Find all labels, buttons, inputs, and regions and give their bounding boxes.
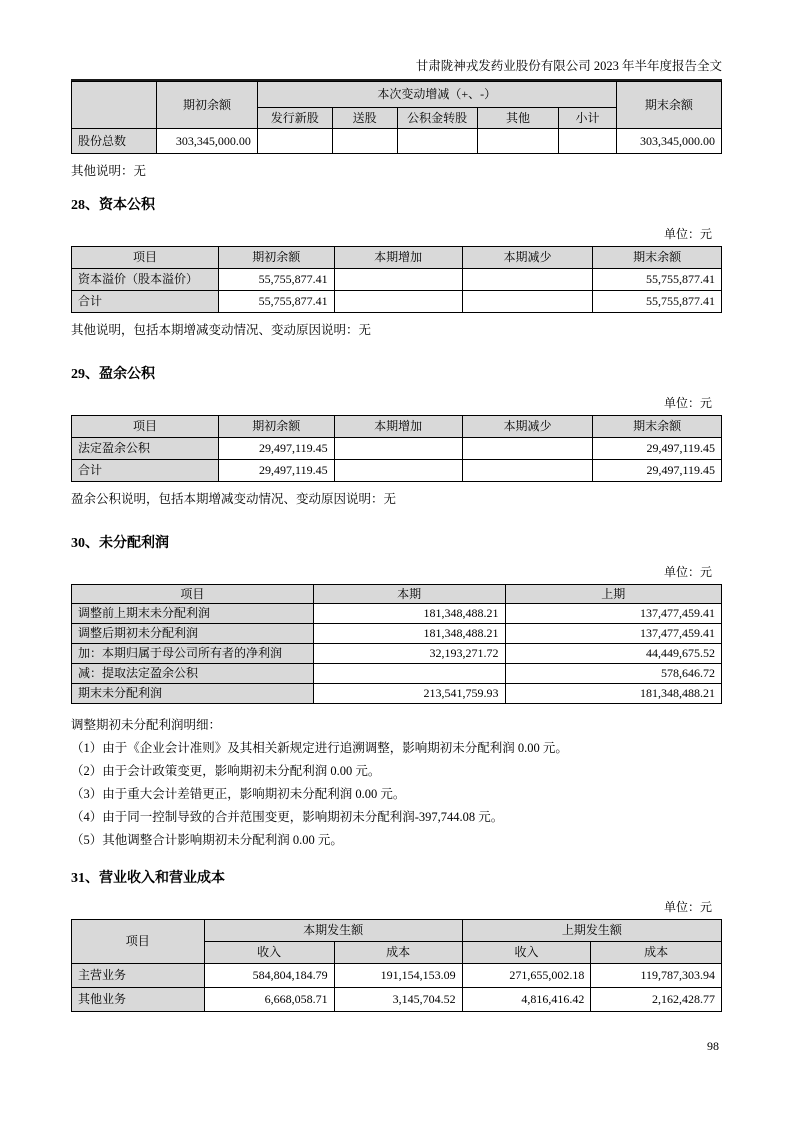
row-label-cell: 减：提取法定盈余公积: [72, 664, 314, 684]
value-cell: 2,162,428.77: [591, 988, 722, 1012]
empty-cell: [257, 129, 332, 154]
value-cell: 29,497,119.45: [593, 438, 722, 460]
column-header: 项目: [72, 416, 219, 438]
column-header-income: 收入: [204, 942, 334, 964]
table-header-row: [72, 585, 722, 604]
column-header: 项目: [72, 247, 219, 269]
empty-cell: [559, 129, 616, 154]
column-header-initial: 期初余额: [157, 82, 258, 129]
value-cell: 32,193,271.72: [313, 644, 505, 664]
undistributed-profit-table: [71, 584, 722, 704]
value-cell: 29,497,119.45: [218, 438, 334, 460]
empty-cell: [334, 438, 462, 460]
row-label-cell: 合计: [72, 291, 219, 313]
note-text: （4）由于同一控制导致的合并范围变更，影响期初未分配利润-397,744.08 元。: [71, 810, 504, 824]
table-header-row: [72, 920, 722, 942]
column-header: 期初余额: [218, 416, 334, 438]
note-text: （2）由于会计政策变更，影响期初未分配利润 0.00 元。: [71, 764, 381, 778]
table-row: [72, 988, 722, 1012]
section-heading-29: 29、盈余公积: [71, 367, 155, 382]
table-row: [72, 291, 722, 313]
column-header: 本期减少: [462, 416, 593, 438]
column-header: 本期增加: [334, 416, 462, 438]
column-header-item: 项目: [72, 920, 205, 964]
value-cell: 6,668,058.71: [204, 988, 334, 1012]
section-heading-31: 31、营业收入和营业成本: [71, 871, 225, 886]
empty-cell: [462, 460, 593, 482]
table-row: [72, 964, 722, 988]
value-cell: 303,345,000.00: [616, 129, 721, 154]
table-row: [72, 664, 722, 684]
value-cell: 578,646.72: [505, 664, 721, 684]
column-header-cost: 成本: [591, 942, 722, 964]
value-cell: 119,787,303.94: [591, 964, 722, 988]
empty-cell: [334, 460, 462, 482]
column-header-subtotal: 小计: [559, 108, 616, 129]
row-label-cell: 其他业务: [72, 988, 205, 1012]
page-number: 98: [707, 1039, 719, 1053]
revenue-cost-table: [71, 919, 722, 1012]
value-cell: 584,804,184.79: [204, 964, 334, 988]
table-row: [72, 604, 722, 624]
unit-label: 单位：元: [663, 900, 712, 914]
column-header: 本期增加: [334, 247, 462, 269]
capital-reserve-table: [71, 246, 722, 313]
table-row: [72, 460, 722, 482]
table-row: [72, 624, 722, 644]
empty-cell: [462, 269, 593, 291]
empty-cell: [313, 664, 505, 684]
section-heading-30: 30、未分配利润: [71, 536, 169, 551]
value-cell: 29,497,119.45: [593, 460, 722, 482]
column-header-bonus-shares: 送股: [332, 108, 397, 129]
note-text: 调整期初未分配利润明细：: [71, 718, 222, 732]
row-label-cell: 法定盈余公积: [72, 438, 219, 460]
unit-label: 单位：元: [663, 227, 712, 241]
row-label-cell: 合计: [72, 460, 219, 482]
row-label-cell: 调整后期初未分配利润: [72, 624, 314, 644]
row-label-cell: 资本溢价（股本溢价）: [72, 269, 219, 291]
empty-cell: [334, 291, 462, 313]
column-header-current-group: 本期发生额: [204, 920, 462, 942]
column-header-new-issue: 发行新股: [257, 108, 332, 129]
column-header-ending: 期末余额: [616, 82, 721, 129]
value-cell: 44,449,675.52: [505, 644, 721, 664]
column-header-cost: 成本: [334, 942, 462, 964]
table-row: [72, 269, 722, 291]
column-header: 期末余额: [593, 247, 722, 269]
empty-cell: [334, 269, 462, 291]
column-header-income: 收入: [462, 942, 591, 964]
row-label-cell: 期末未分配利润: [72, 684, 314, 704]
row-label-cell: 股份总数: [72, 129, 157, 154]
value-cell: 181,348,488.21: [313, 624, 505, 644]
column-header-other: 其他: [477, 108, 559, 129]
column-header: 上期: [505, 585, 721, 604]
empty-cell: [462, 291, 593, 313]
table-row: [72, 644, 722, 664]
note-text: （1）由于《企业会计准则》及其相关新规定进行追溯调整，影响期初未分配利润 0.00 元。: [71, 741, 568, 755]
table-header-row: [72, 82, 722, 108]
empty-cell: [397, 129, 477, 154]
value-cell: 55,755,877.41: [218, 269, 334, 291]
column-header: 本期: [313, 585, 505, 604]
row-label-cell: 主营业务: [72, 964, 205, 988]
empty-cell: [462, 438, 593, 460]
unit-label: 单位：元: [663, 565, 712, 579]
column-header: 项目: [72, 585, 314, 604]
column-header-change-group: 本次变动增减（+、-）: [257, 82, 616, 108]
value-cell: 55,755,877.41: [593, 269, 722, 291]
value-cell: 137,477,459.41: [505, 604, 721, 624]
column-header: 本期减少: [462, 247, 593, 269]
value-cell: 137,477,459.41: [505, 624, 721, 644]
unit-label: 单位：元: [663, 396, 712, 410]
column-header-prior-group: 上期发生额: [462, 920, 721, 942]
column-header-reserve-to-shares: 公积金转股: [397, 108, 477, 129]
row-label-cell: 调整前上期末未分配利润: [72, 604, 314, 624]
value-cell: 181,348,488.21: [313, 604, 505, 624]
note-text: （3）由于重大会计差错更正，影响期初未分配利润 0.00 元。: [71, 787, 406, 801]
empty-cell: [332, 129, 397, 154]
value-cell: 55,755,877.41: [218, 291, 334, 313]
value-cell: 55,755,877.41: [593, 291, 722, 313]
corner-cell: [72, 82, 157, 129]
surplus-reserve-table: [71, 415, 722, 482]
value-cell: 3,145,704.52: [334, 988, 462, 1012]
table-row: [72, 129, 722, 154]
table-header-row: [72, 416, 722, 438]
section-heading-28: 28、资本公积: [71, 198, 155, 213]
value-cell: 303,345,000.00: [157, 129, 258, 154]
table-row: [72, 684, 722, 704]
report-header-title: 甘肃陇神戎发药业股份有限公司 2023 年半年度报告全文: [71, 56, 722, 81]
adjustment-notes: [71, 717, 722, 849]
value-cell: 29,497,119.45: [218, 460, 334, 482]
value-cell: 191,154,153.09: [334, 964, 462, 988]
value-cell: 213,541,759.93: [313, 684, 505, 704]
note-text: （5）其他调整合计影响期初未分配利润 0.00 元。: [71, 833, 343, 847]
note-text: 盈余公积说明，包括本期增减变动情况、变动原因说明：无: [71, 492, 397, 506]
note-text: 其他说明，包括本期增减变动情况、变动原因说明：无: [71, 323, 372, 337]
value-cell: 271,655,002.18: [462, 964, 591, 988]
value-cell: 4,816,416.42: [462, 988, 591, 1012]
empty-cell: [477, 129, 559, 154]
column-header: 期初余额: [218, 247, 334, 269]
share-changes-table: [71, 81, 722, 154]
value-cell: 181,348,488.21: [505, 684, 721, 704]
note-text: 其他说明：无: [71, 164, 147, 178]
table-header-row: [72, 247, 722, 269]
row-label-cell: 加：本期归属于母公司所有者的净利润: [72, 644, 314, 664]
column-header: 期末余额: [593, 416, 722, 438]
table-row: [72, 438, 722, 460]
